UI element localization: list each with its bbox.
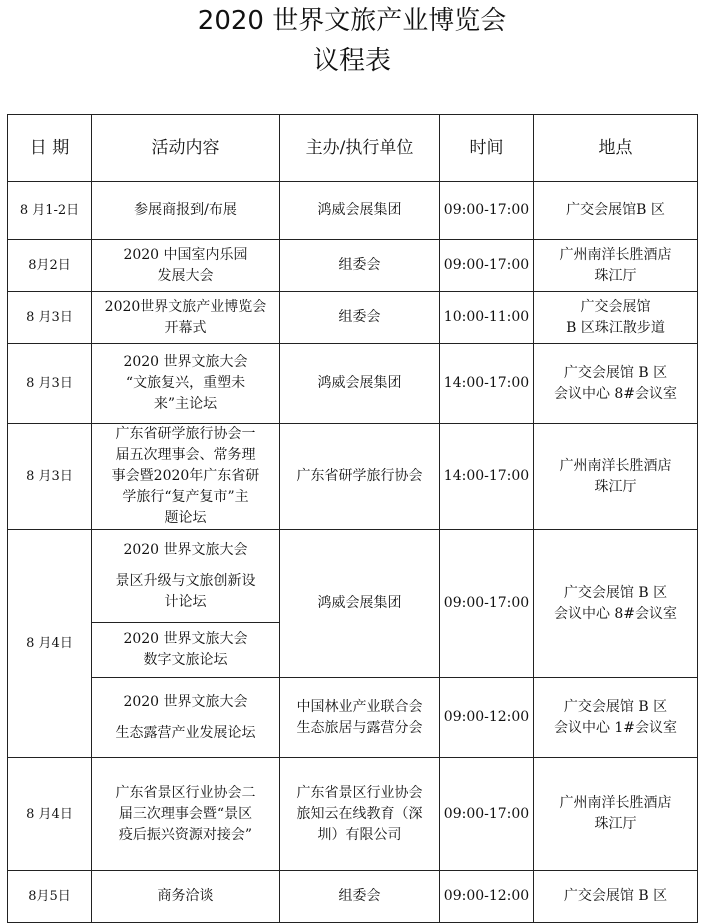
table-row [8, 240, 698, 292]
row-activity: 广东省景区行业协会二 届三次理事会暨“景区 疫后振兴资源对接会” [92, 758, 280, 871]
row-date: 8 月4日 [8, 530, 92, 758]
table-row [8, 344, 698, 424]
row-venue: 广交会展馆B 区 [534, 182, 698, 240]
header-venue: 地点 [534, 115, 698, 182]
row-date: 8 月3日 [8, 292, 92, 344]
row-activity: 参展商报到/布展 [92, 182, 280, 240]
row-activity: 2020世界文旅产业博览会 开幕式 [92, 292, 280, 344]
row-date: 8 月3日 [8, 424, 92, 530]
row-organizer: 鸿威会展集团 [280, 182, 440, 240]
row-venue: 广交会展馆 B 区 会议中心 8#会议室 [534, 344, 698, 424]
row-activity: 2020 中国室内乐园 发展大会 [92, 240, 280, 292]
row-organizer: 组委会 [280, 240, 440, 292]
row-date: 8 月4日 [8, 758, 92, 871]
header-organizer: 主办/执行单位 [280, 115, 440, 182]
row-time: 09:00-17:00 [440, 240, 534, 292]
activity-body: 生态露营产业发展论坛 [115, 724, 256, 741]
row-time: 09:00-17:00 [440, 182, 534, 240]
row-date: 8月5日 [8, 871, 92, 923]
row-organizer: 中国林业产业联合会 生态旅居与露营分会 [280, 678, 440, 758]
table-row [8, 424, 698, 530]
table-row [8, 292, 698, 344]
page-title: 2020 世界文旅产业博览会 [197, 6, 507, 36]
row-time: 09:00-12:00 [440, 871, 534, 923]
row-time: 10:00-11:00 [440, 292, 534, 344]
row-date: 8 月3日 [8, 344, 92, 424]
row-venue: 广交会展馆 B 区珠江散步道 [534, 292, 698, 344]
row-venue: 广州南洋长胜酒店 珠江厅 [534, 758, 698, 871]
activity-title: 2020 世界文旅大会 [123, 693, 248, 710]
table-row [8, 758, 698, 871]
row-activity: 2020 世界文旅大会 “文旅复兴，重塑未 来”主论坛 [92, 344, 280, 424]
table-header-row [8, 115, 698, 182]
row-activity: 广东省研学旅行协会一 届五次理事会、常务理 事会暨2020年广东省研 学旅行“复产复市”主 题论坛 [92, 424, 280, 530]
table-row [8, 530, 698, 623]
row-time: 14:00-17:00 [440, 424, 534, 530]
page-subtitle: 议程表 [312, 46, 391, 76]
row-organizer: 组委会 [280, 292, 440, 344]
row-date: 8月2日 [8, 240, 92, 292]
row-organizer: 组委会 [280, 871, 440, 923]
row-organizer: 鸿威会展集团 [280, 344, 440, 424]
table-row [8, 871, 698, 923]
row-venue: 广交会展馆 B 区 [534, 871, 698, 923]
row-activity [92, 678, 280, 758]
row-activity: 2020 世界文旅大会 数字文旅论坛 [92, 623, 280, 678]
agenda-table [7, 114, 698, 923]
row-date: 8 月1-2日 [8, 182, 92, 240]
header-date: 日 期 [8, 115, 92, 182]
row-time: 09:00-17:00 [440, 530, 534, 678]
row-venue: 广交会展馆 B 区 会议中心 8#会议室 [534, 530, 698, 678]
activity-title: 2020 世界文旅大会 [123, 541, 248, 558]
table-row [8, 182, 698, 240]
row-organizer: 广东省景区行业协会 旅知云在线教育（深 圳）有限公司 [280, 758, 440, 871]
row-venue: 广州南洋长胜酒店 珠江厅 [534, 240, 698, 292]
row-activity [92, 530, 280, 623]
row-organizer: 鸿威会展集团 [280, 530, 440, 678]
header-time: 时间 [440, 115, 534, 182]
table-row [8, 678, 698, 758]
row-time: 09:00-12:00 [440, 678, 534, 758]
row-time: 09:00-17:00 [440, 758, 534, 871]
row-venue: 广交会展馆 B 区 会议中心 1#会议室 [534, 678, 698, 758]
activity-body: 景区升级与文旅创新设 计论坛 [115, 572, 256, 610]
row-venue: 广州南洋长胜酒店 珠江厅 [534, 424, 698, 530]
header-activity: 活动内容 [92, 115, 280, 182]
row-time: 14:00-17:00 [440, 344, 534, 424]
row-organizer: 广东省研学旅行协会 [280, 424, 440, 530]
row-activity: 商务洽谈 [92, 871, 280, 923]
